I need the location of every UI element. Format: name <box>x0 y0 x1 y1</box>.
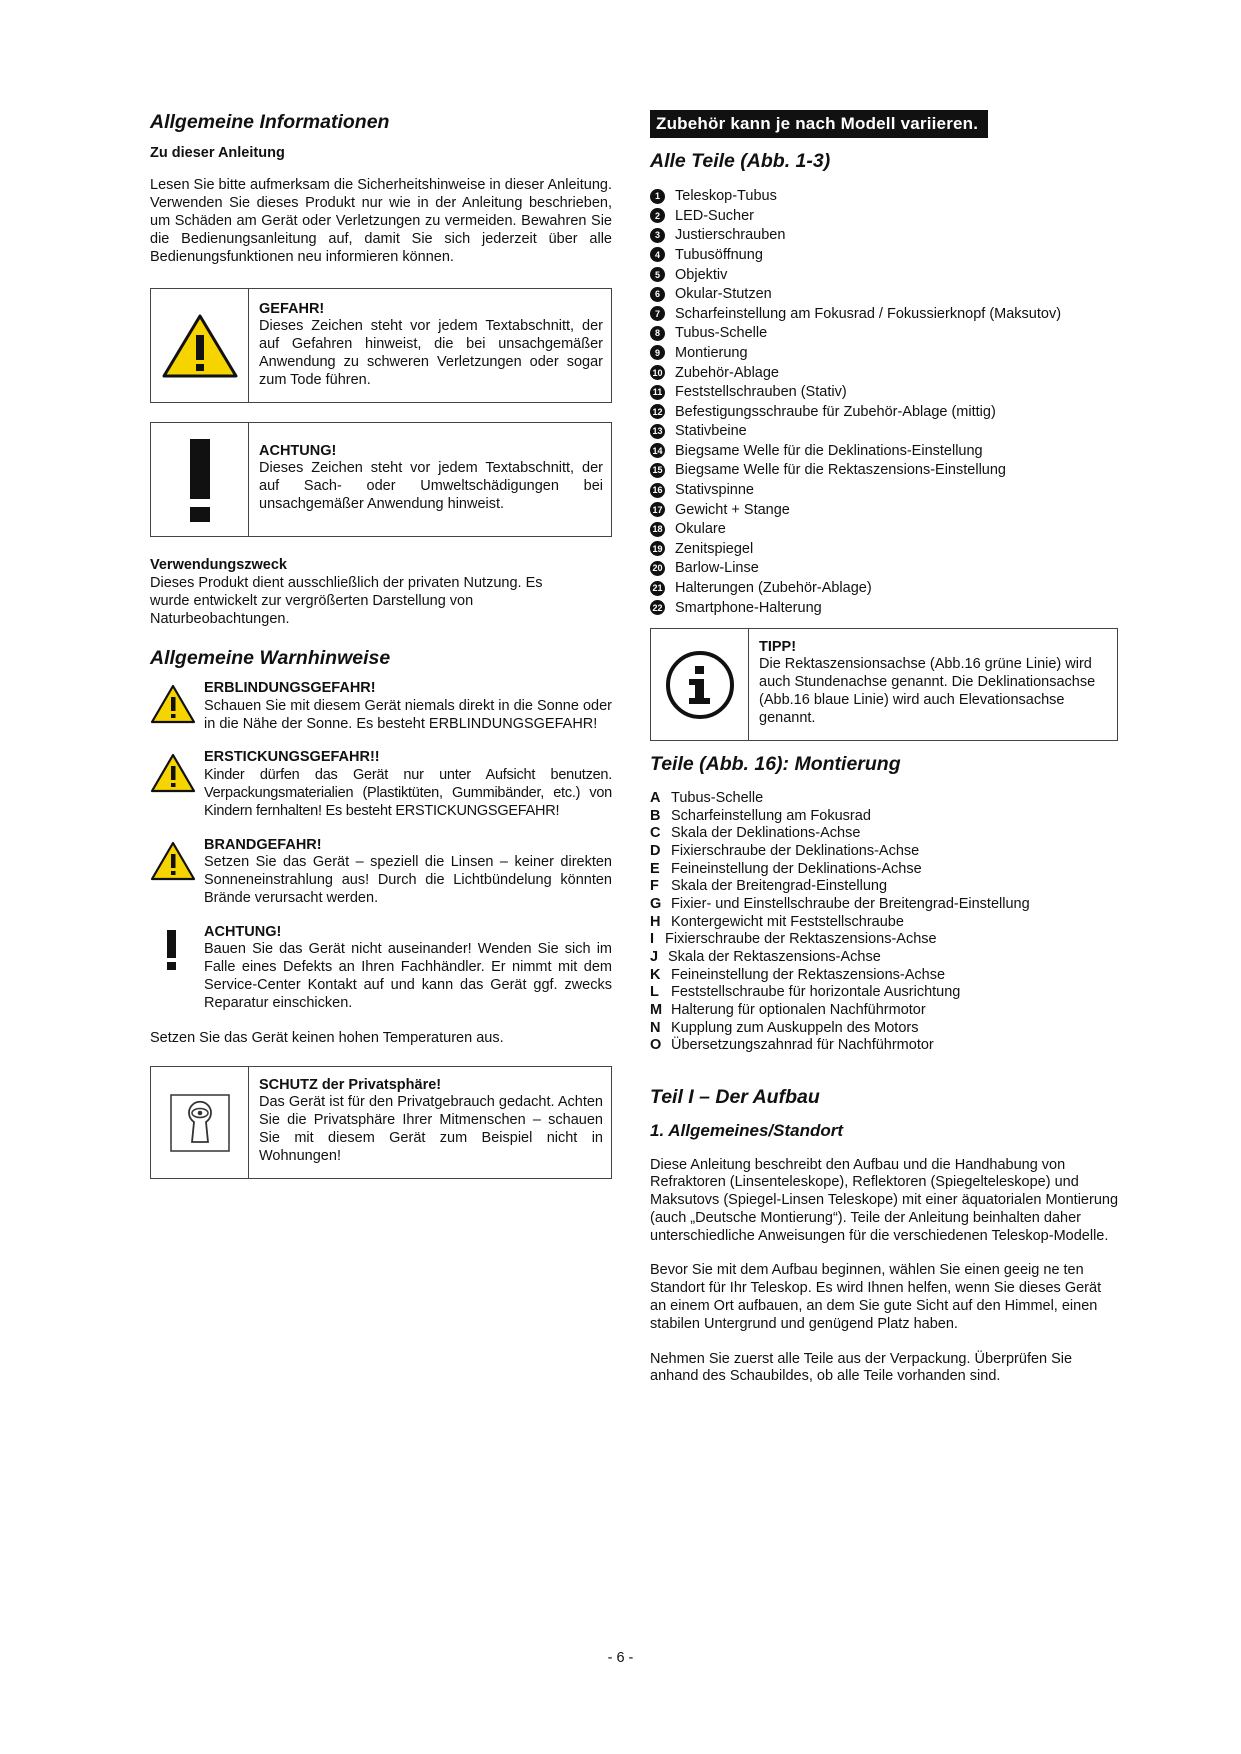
list-item <box>650 284 1118 304</box>
part-label: Stativspinne <box>675 482 754 499</box>
part-letter: M <box>650 1002 663 1019</box>
list-item <box>650 1002 1118 1020</box>
list-item <box>650 461 1118 481</box>
heading-teil-1: Teil I – Der Aufbau <box>650 1086 820 1109</box>
list-item <box>650 843 1118 861</box>
danger-text: Dieses Zeichen steht vor jedem Textabschnitt, der auf Gefahren hinweist, die bei unsachgemäßer Anwendung zu schweren Verletzungen oder sogar zum Tode führen. <box>259 318 603 388</box>
warning-item-disassembly <box>150 924 612 1013</box>
part-letter: A <box>650 789 661 806</box>
subheading-standort: 1. Allgemeines/Standort <box>650 1120 844 1140</box>
warning-triangle-icon <box>150 753 196 793</box>
number-badge: 7 <box>650 306 665 321</box>
part-letter: K <box>650 966 661 983</box>
heading-alle-teile: Alle Teile (Abb. 1-3) <box>650 150 831 172</box>
list-item <box>650 363 1118 383</box>
number-badge: 2 <box>650 208 665 223</box>
list-item <box>650 790 1118 808</box>
part-label: Übersetzungszahnrad für Nachführmotor <box>671 1037 934 1054</box>
tip-icon-cell <box>651 629 749 740</box>
warning-text: Bauen Sie das Gerät nicht auseinander! Wenden Sie sich im Falle eines Defekts an Ihren Fachhändler. Er nimmt mit dem Service-Center Kontakt auf und kann das Gerät ggf. zwecks Reparatur einschicken. <box>204 941 612 1011</box>
part-label: Feineinstellung der Rektaszensions-Achse <box>671 966 946 983</box>
privacy-icon-cell <box>151 1067 249 1178</box>
part-label: Kontergewicht mit Feststellschraube <box>671 913 904 930</box>
caution-text: Dieses Zeichen steht vor jedem Textabschnitt, der auf Sach- oder Umweltschädigungen bei unsachgemäßer Anwendung hinweist. <box>259 460 603 512</box>
parts-list <box>650 186 1118 617</box>
part-label: Zubehör-Ablage <box>675 364 779 381</box>
tip-text: Die Rektaszensionsachse (Abb.16 grüne Linie) wird auch Stundenachse genannt. Die Deklinationsachse (Abb.16 blaue Linie) wird auch Elevationsachse genannt. <box>759 656 1096 726</box>
page-number: - 6 - <box>607 1650 634 1666</box>
warning-text: Setzen Sie das Gerät – speziell die Linsen – keiner direkten Sonneneinstrahlung aus! Durch die Lichtbündelung könnten Brände verursacht werden. <box>204 854 612 906</box>
part-label: Smartphone-Halterung <box>675 599 822 616</box>
part-letter: E <box>650 860 660 877</box>
list-item <box>650 896 1118 914</box>
list-item <box>650 578 1118 598</box>
list-item <box>650 949 1118 967</box>
list-item <box>650 382 1118 402</box>
part-label: Befestigungsschraube für Zubehör-Ablage (mittig) <box>675 403 996 420</box>
part-label: Tubus-Schelle <box>675 325 768 342</box>
caution-box <box>150 422 612 537</box>
number-badge: 21 <box>650 581 665 596</box>
part-label: Justierschrauben <box>675 227 786 244</box>
list-item <box>650 878 1118 896</box>
mount-parts-list <box>650 790 1118 1055</box>
list-item <box>650 500 1118 520</box>
warning-list <box>150 680 612 1013</box>
part-label: Scharfeinstellung am Fokusrad <box>671 807 871 824</box>
number-badge: 3 <box>650 228 665 243</box>
part-label: Objektiv <box>675 266 728 283</box>
part-letter: F <box>650 878 659 895</box>
temperature-note: Setzen Sie das Gerät keinen hohen Temperaturen aus. <box>150 1029 504 1046</box>
number-badge: 17 <box>650 502 665 517</box>
list-item <box>650 539 1118 559</box>
part-label: Fixier- und Einstellschraube der Breitengrad-Einstellung <box>671 895 1030 912</box>
number-badge: 5 <box>650 267 665 282</box>
info-icon <box>664 649 736 721</box>
list-item <box>650 519 1118 539</box>
part-label: Okular-Stutzen <box>675 286 772 303</box>
list-item <box>650 480 1118 500</box>
part-label: Fixierschraube der Deklinations-Achse <box>671 842 920 859</box>
part-label: Gewicht + Stange <box>675 501 790 518</box>
number-badge: 8 <box>650 326 665 341</box>
part-label: LED-Sucher <box>675 207 754 224</box>
part-label: Feststellschraube für horizontale Ausrichtung <box>671 984 961 1001</box>
number-badge: 22 <box>650 600 665 615</box>
warning-item-suffocation <box>150 749 612 820</box>
part-letter: C <box>650 825 661 842</box>
part-letter: J <box>650 949 659 965</box>
privacy-title: SCHUTZ der Privatsphäre! <box>259 1077 442 1094</box>
list-item <box>650 402 1118 422</box>
number-badge: 11 <box>650 385 665 400</box>
list-item <box>650 825 1118 843</box>
privacy-keyhole-eye-icon <box>168 1092 232 1154</box>
exclamation-icon <box>185 435 215 525</box>
part-label: Skala der Rektaszensions-Achse <box>668 949 881 965</box>
part-label: Biegsame Welle für die Rektaszensions-Einstellung <box>675 462 1006 479</box>
list-item <box>650 324 1118 344</box>
list-item <box>650 265 1118 285</box>
part-label: Skala der Deklinations-Achse <box>671 825 861 842</box>
danger-title: GEFAHR! <box>259 301 325 318</box>
intended-use-title: Verwendungszweck <box>150 557 287 574</box>
list-item <box>650 598 1118 618</box>
right-column <box>650 110 1118 1386</box>
part-letter: I <box>650 931 655 948</box>
part-label: Biegsame Welle für die Deklinations-Einstellung <box>675 442 983 459</box>
warning-title: ERBLINDUNGSGEFAHR! <box>204 679 376 696</box>
number-badge: 20 <box>650 561 665 576</box>
number-badge: 18 <box>650 522 665 537</box>
list-item <box>650 861 1118 879</box>
part-letter: L <box>650 984 659 1001</box>
part-label: Halterungen (Zubehör-Ablage) <box>675 580 872 597</box>
number-badge: 13 <box>650 424 665 439</box>
part-label: Halterung für optionalen Nachführmotor <box>671 1002 926 1019</box>
number-badge: 12 <box>650 404 665 419</box>
list-item <box>650 226 1118 246</box>
number-badge: 1 <box>650 189 665 204</box>
part-label: Skala der Breitengrad-Einstellung <box>671 878 888 895</box>
caution-icon-cell <box>151 423 249 536</box>
paragraph-location: Bevor Sie mit dem Aufbau beginnen, wählen Sie einen geeig ne ten Standort für Ihr Teleskop. Es wird Ihnen helfen, wenn Sie dieses Gerät an einem Ort aufbauen, an dem Sie gute Sicht auf den Himmel, einen stabilen Untergrund und genügend Platz haben. <box>650 1262 1102 1332</box>
heading-allgemeine-warnhinweise: Allgemeine Warnhinweise <box>150 646 391 669</box>
part-label: Kupplung zum Auskuppeln des Motors <box>671 1019 919 1036</box>
exclamation-icon <box>150 928 196 972</box>
warning-triangle-icon <box>150 841 196 881</box>
paragraph-unpack: Nehmen Sie zuerst alle Teile aus der Verpackung. Überprüfen Sie anhand des Schaubildes, ob alle Teile vorhanden sind. <box>650 1350 1073 1385</box>
left-column <box>150 110 612 1179</box>
intended-use <box>150 557 612 628</box>
list-item <box>650 931 1118 949</box>
list-item <box>650 808 1118 826</box>
number-badge: 6 <box>650 287 665 302</box>
accessory-banner: Zubehör kann je nach Modell variieren. <box>650 110 988 138</box>
number-badge: 4 <box>650 247 665 262</box>
list-item <box>650 206 1118 226</box>
number-badge: 14 <box>650 443 665 458</box>
warning-title: ACHTUNG! <box>204 923 282 940</box>
list-item <box>650 245 1118 265</box>
list-item <box>650 1020 1118 1038</box>
warning-item-blindness <box>150 680 612 733</box>
part-letter: G <box>650 895 662 912</box>
list-item <box>650 984 1118 1002</box>
list-item <box>650 914 1118 932</box>
part-label: Feststellschrauben (Stativ) <box>675 384 847 401</box>
subheading-zu-dieser-anleitung: Zu dieser Anleitung <box>150 145 285 162</box>
list-item <box>650 304 1118 324</box>
tip-box <box>650 628 1118 741</box>
part-letter: B <box>650 807 661 824</box>
number-badge: 16 <box>650 483 665 498</box>
privacy-text: Das Gerät ist für den Privatgebrauch gedacht. Achten Sie die Privatsphäre Ihrer Mitmenschen – schauen Sie mit diesem Gerät zum Beispiel nicht in Wohnungen! <box>259 1094 603 1164</box>
list-item <box>650 422 1118 442</box>
warning-text: Schauen Sie mit diesem Gerät niemals direkt in die Sonne oder in die Nähe der Sonne. Es besteht ERBLINDUNGSGEFAHR! <box>204 697 612 732</box>
part-label: Montierung <box>675 344 748 361</box>
heading-allgemeine-informationen: Allgemeine Informationen <box>150 111 390 133</box>
intro-paragraph: Lesen Sie bitte aufmerksam die Sicherheitshinweise in dieser Anleitung. Verwenden Sie dieses Produkt nur wie in der Anleitung beschrieben, um Schäden am Gerät oder Verletzungen zu vermeiden. Bewahren Sie die Bedienungsanleitung auf, damit Sie sich jederzeit über alle Bedienungsfunktionen neu informieren können. <box>150 177 612 265</box>
part-letter: O <box>650 1037 662 1054</box>
part-letter: N <box>650 1019 661 1036</box>
part-label: Barlow-Linse <box>675 560 759 577</box>
list-item <box>650 186 1118 206</box>
warning-text: Kinder dürfen das Gerät nur unter Aufsicht benutzen. Verpackungsmaterialien (Plastiktüten, Gummibänder, etc.) von Kindern fernhalten! Es besteht ERSTICKUNGSGEFAHR! <box>204 767 612 819</box>
number-badge: 19 <box>650 541 665 556</box>
number-badge: 10 <box>650 365 665 380</box>
intended-use-text: Dieses Produkt dient ausschließlich der privaten Nutzung. Es wurde entwickelt zur vergrößerten Darstellung von Naturbeobachtungen. <box>150 575 543 627</box>
part-label: Zenitspiegel <box>675 540 754 557</box>
list-item <box>650 343 1118 363</box>
heading-montierung: Teile (Abb. 16): Montierung <box>650 753 901 776</box>
warning-item-fire <box>150 837 612 908</box>
part-label: Scharfeinstellung am Fokusrad / Fokussierknopf (Maksutov) <box>675 305 1062 322</box>
part-label: Teleskop-Tubus <box>675 188 777 205</box>
part-letter: H <box>650 913 661 930</box>
part-label: Okulare <box>675 521 726 538</box>
warning-title: BRANDGEFAHR! <box>204 836 322 853</box>
warning-title: ERSTICKUNGSGEFAHR!! <box>204 749 380 766</box>
part-label: Fixierschraube der Rektaszensions-Achse <box>665 931 937 948</box>
danger-icon-cell <box>151 289 249 402</box>
privacy-box <box>150 1066 612 1179</box>
part-letter: D <box>650 842 661 859</box>
tip-title: TIPP! <box>759 639 797 656</box>
part-label: Feineinstellung der Deklinations-Achse <box>671 860 922 877</box>
caution-title: ACHTUNG! <box>259 443 337 460</box>
list-item <box>650 559 1118 579</box>
number-badge: 9 <box>650 345 665 360</box>
danger-box <box>150 288 612 403</box>
list-item <box>650 1037 1118 1055</box>
list-item <box>650 441 1118 461</box>
part-label: Tubus-Schelle <box>671 789 764 806</box>
number-badge: 15 <box>650 463 665 478</box>
list-item <box>650 967 1118 985</box>
warning-triangle-icon <box>161 313 239 379</box>
part-label: Stativbeine <box>675 423 747 440</box>
paragraph-overview: Diese Anleitung beschreibt den Aufbau und die Handhabung von Refraktoren (Linsenteleskope), Reflektoren (Spiegelteleskope) und Maksutovs (Spiegel-Linsen Teleskope) mit einer äquatorialen Montierung (auch „Deutsche Montierung“). Teile der Anleitung beinhalten daher unterschiedliche Anweisungen für die verschiedenen Teleskop-Modelle. <box>650 1156 1119 1244</box>
warning-triangle-icon <box>150 684 196 724</box>
part-label: Tubusöffnung <box>675 246 763 263</box>
